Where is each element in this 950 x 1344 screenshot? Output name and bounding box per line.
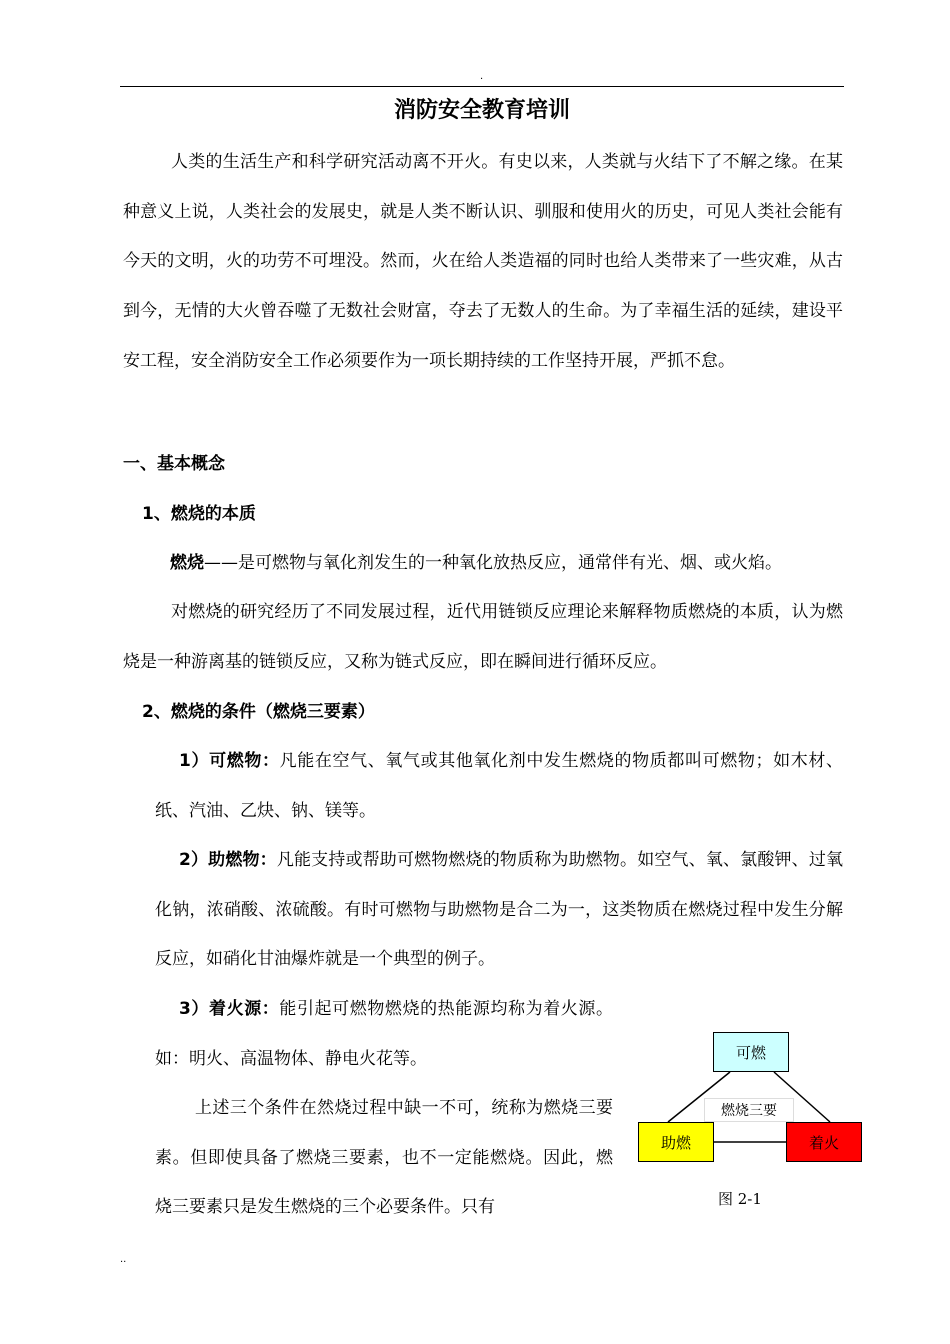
- subsection-heading-combustion-conditions: 2、燃烧的条件（燃烧三要素）: [142, 702, 375, 722]
- chain-reaction-paragraph: 对燃烧的研究经历了不同发展过程，近代用链锁反应理论来解释物质燃烧的本质，认为燃烧是一种游离基的链锁反应，又称为链式反应，即在瞬间进行循环反应。: [123, 602, 843, 672]
- section-heading-basic-concepts: 一、基本概念: [123, 454, 225, 474]
- header-dot: .: [480, 71, 484, 82]
- item-oxidizer: [155, 836, 843, 985]
- subsection-heading-combustion-nature: 1、燃烧的本质: [142, 504, 256, 524]
- footer-dots: ..: [120, 1254, 127, 1265]
- item-ignition-text: 能引起可燃物燃烧的热能源均称为着火源。如：明火、高温物体、静电火花等。: [155, 999, 613, 1069]
- center-label: 燃烧三要: [704, 1098, 794, 1122]
- combustible-box: 可燃: [713, 1032, 789, 1072]
- item-oxidizer-text: 凡能支持或帮助可燃物燃烧的物质称为助燃物。如空气、氧、氯酸钾、过氧化钠，浓硝酸、浓硫酸。有时可燃物与助燃物是合二为一，这类物质在燃烧过程中发生分解反应，如硝化甘油爆炸就是一个典型的例子。: [155, 850, 843, 970]
- item-combustible-label: 1）可燃物：: [179, 751, 280, 771]
- definition-term: 燃烧: [170, 553, 204, 573]
- combustion-definition: [170, 551, 782, 575]
- ignition-box: 着火: [786, 1122, 862, 1162]
- item-ignition-source: [155, 985, 613, 1084]
- item-oxidizer-label: 2）助燃物：: [179, 850, 277, 870]
- fire-triangle-diagram: [630, 1020, 870, 1220]
- item-ignition-label: 3）着火源：: [179, 999, 280, 1019]
- header-rule: [120, 86, 844, 87]
- definition-text: ——是可燃物与氧化剂发生的一种氧化放热反应，通常伴有光、烟、或火焰。: [204, 553, 782, 573]
- item-combustible-text: 凡能在空气、氧气或其他氧化剂中发生燃烧的物质都叫可燃物；如木材、纸、汽油、乙炔、钠、镁等。: [155, 751, 843, 821]
- oxidizer-box: 助燃: [638, 1122, 714, 1162]
- figure-caption: 图 2-1: [718, 1190, 762, 1208]
- summary-paragraph: 上述三个条件在然烧过程中缺一不可，统称为燃烧三要素。但即使具备了燃烧三要素，也不一定能燃烧。因此，燃烧三要素只是发生燃烧的三个必要条件。只有: [155, 1098, 613, 1218]
- page-title: 消防安全教育培训: [393, 98, 570, 123]
- item-combustible: [155, 737, 843, 836]
- intro-paragraph: 人类的生活生产和科学研究活动离不开火。有史以来，人类就与火结下了不解之缘。在某种意义上说，人类社会的发展史，就是人类不断认识、驯服和使用火的历史，可见人类社会能有今天的文明，火的功劳不可埋没。然而，火在给人类造福的同时也给人类带来了一些灾难，从古到今，无情的大火曾吞噬了无数社会财富，夺去了无数人的生命。为了幸福生活的延续，建设平安工程，安全消防安全工作必须要作为一项长期持续的工作坚持开展，严抓不怠。: [123, 152, 843, 371]
